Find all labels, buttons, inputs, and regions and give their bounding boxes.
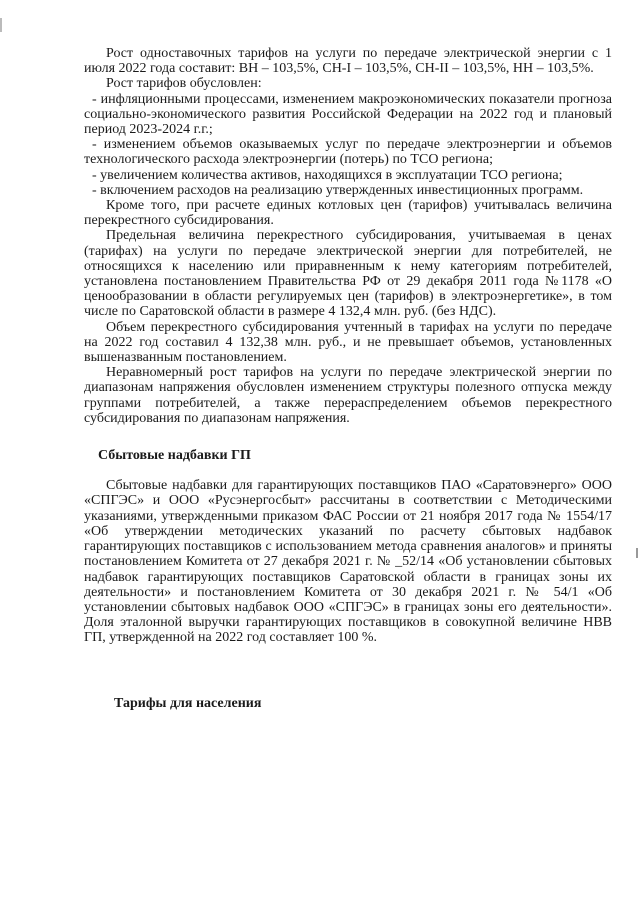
list-item: - включением расходов на реализацию утвержденных инвестиционных программ. bbox=[92, 182, 584, 198]
population-tariffs-heading: Тарифы для населения bbox=[114, 695, 262, 711]
tariff-growth-paragraph: Рост одноставочных тарифов на услуги по передаче электрической энергии с 1 июля 2022 года составит: ВН – 103,5%, СН-I – 103,5%, СН-II – 103,5%, НН – 103,5%. bbox=[84, 46, 612, 77]
document-page bbox=[84, 46, 612, 711]
cross-subsidy-volume-paragraph: Объем перекрестного субсидирования учтенный в тарифах на услуги по передаче на 2022 год составил 4 132,38 млн. руб., и не превышает объемов, установленных вышеназванным постановлением. bbox=[84, 319, 612, 366]
list-item: - увеличением количества активов, находящихся в эксплуатации ТСО региона; bbox=[92, 167, 563, 183]
sales-markup-paragraph: Сбытовые надбавки для гарантирующих поставщиков ПАО «Саратовэнерго» ООО «СПГЭС» и ООО «Русэнергосбыт» рассчитаны в соответствии с Методическими указаниями, утвержденными приказом ФАС России от 21 ноября 2017 года № 1554/17 «Об утверждении методических указаний по расчету сбытовых надбавок гарантирующих поставщиков с использованием метода сравнения аналогов» и приняты постановлением Комитета от 27 декабря 2021 г. № _52/14 «Об установлении сбытовых надбавок гарантирующих поставщиков Саратовской области в границах зоны их деятельности» и постановлением Комитета от 30 декабря 2021 г. № 54/1 «Об установлении сбытовых надбавок ООО «СПГЭС» в границах зоны его деятельности». Доля эталонной выручки гарантирующих поставщиков в совокупной величине НВВ ГП, утвержденной на 2022 год составляет 100 %. bbox=[84, 478, 612, 646]
list-item: - изменением объемов оказываемых услуг по передаче электроэнергии и объемов технологического расхода электроэнергии (потерь) по ТСО региона; bbox=[84, 137, 612, 168]
cross-subsidy-limit-paragraph: Предельная величина перекрестного субсидирования, учитываемая в ценах (тарифах) на услуги по передаче электрической энергии для потребителей, не относящихся к населению или приравненным к нему категориям потребителей, установлена постановлением Правительства РФ от 29 декабря 2011 года №1178 «О ценообразовании в области регулируемых цен (тарифов) в электроэнергетике», в том числе по Саратовской области в размере 4 132,4 млн. руб. (без НДС). bbox=[84, 228, 612, 320]
scan-edge-mark bbox=[0, 18, 2, 32]
cross-subsidy-paragraph: Кроме того, при расчете единых котловых цен (тарифов) учитывалась величина перекрестного субсидирования. bbox=[84, 198, 612, 229]
sales-markup-heading: Сбытовые надбавки ГП bbox=[98, 448, 251, 464]
list-item: - инфляционными процессами, изменением макроэкономических показатели прогноза социально-экономического развития Российской Федерации на 2022 год и плановый период 2023-2024 г.г.; bbox=[84, 91, 612, 138]
scan-edge-mark-right bbox=[636, 548, 638, 558]
uneven-growth-paragraph: Неравномерный рост тарифов на услуги по передаче электрической энергии по диапазонам напряжения обусловлен изменением структуры полезного отпуска между группами потребителей, а также перераспределением объемов перекрестного субсидирования по диапазонам напряжения. bbox=[84, 365, 612, 426]
growth-reasons-intro: Рост тарифов обусловлен: bbox=[106, 76, 262, 92]
